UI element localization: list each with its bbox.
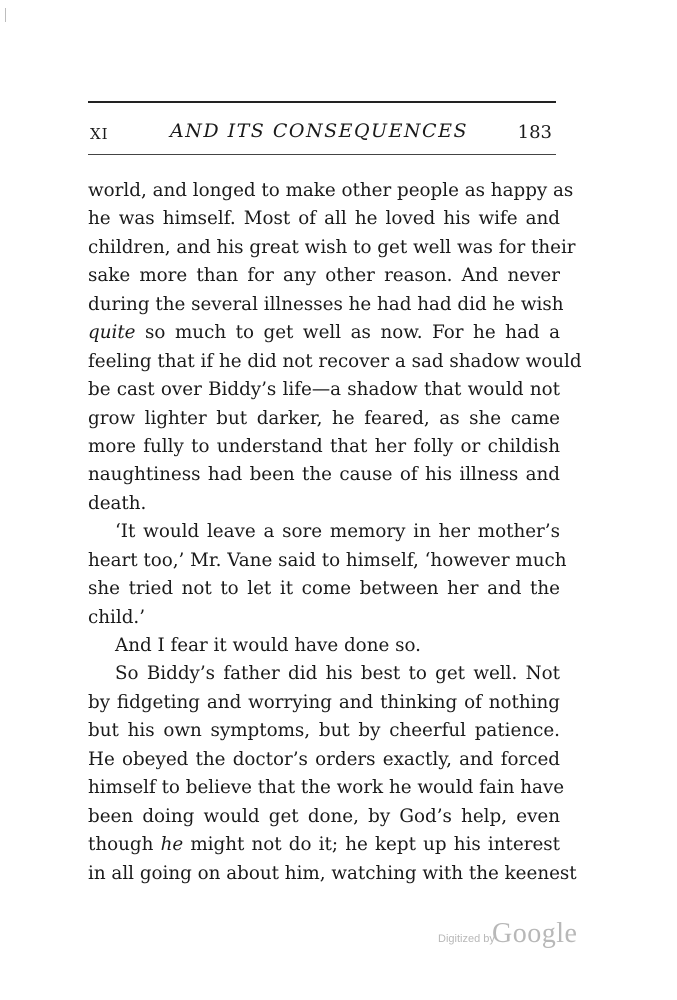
text-segment: during the several illnesses he had had did he wish	[88, 293, 564, 315]
italic-text: he	[160, 834, 184, 856]
text-line	[88, 319, 560, 347]
text-line	[88, 547, 567, 575]
text-segment: grow lighter but darker, he feared, as she came	[88, 407, 560, 429]
text-segment: might not do it; he kept up his interest	[183, 834, 560, 856]
google-logo: Google	[492, 918, 578, 949]
text-segment: children, and his great wish to get well was for their	[88, 236, 576, 258]
text-line	[88, 461, 560, 489]
body-text	[88, 177, 582, 888]
text-segment: child.’	[88, 606, 146, 628]
text-segment: world, and longed to make other people as happy as	[88, 180, 574, 201]
text-line	[88, 177, 574, 205]
text-line	[88, 490, 560, 518]
text-segment: And I fear it would have done so.	[115, 635, 421, 656]
text-segment: so much to get well as now. For he had a	[135, 322, 560, 344]
watermark-prefix: Digitized by	[438, 933, 495, 945]
header-rule-bottom	[88, 154, 556, 155]
text-segment: but his own symptoms, but by cheerful patience.	[88, 720, 560, 742]
text-line	[88, 262, 560, 290]
text-line	[88, 291, 564, 319]
text-line	[88, 774, 565, 802]
digitized-by-google-watermark	[426, 918, 596, 958]
text-line	[88, 405, 560, 433]
text-segment: death.	[88, 492, 147, 514]
text-line	[88, 746, 560, 774]
text-segment: feeling that if he did not recover a sad shadow would	[88, 350, 582, 372]
text-line	[88, 518, 560, 546]
header-rule-top	[88, 101, 556, 103]
text-segment: be cast over Biddy’s life—a shadow that would not	[88, 379, 560, 401]
text-line	[88, 660, 560, 688]
text-line	[88, 234, 576, 262]
text-segment: more fully to understand that her folly or childish	[88, 435, 560, 457]
scan-margin-mark	[5, 8, 6, 22]
text-segment: ‘It would leave a sore memory in her mother’s	[115, 521, 560, 543]
text-segment: by fidgeting and worrying and thinking of nothing	[88, 691, 560, 713]
text-line	[88, 433, 560, 461]
text-segment: she tried not to let it come between her and the	[88, 578, 560, 600]
text-line	[88, 348, 582, 376]
italic-text: quite	[88, 322, 136, 344]
running-header	[88, 120, 556, 146]
text-line	[88, 803, 560, 831]
text-segment: So Biddy’s father did his best to get well. Not	[115, 663, 560, 685]
text-segment: himself to believe that the work he would fain have	[88, 777, 565, 799]
text-segment: though	[88, 834, 161, 856]
text-line	[88, 604, 560, 632]
text-line	[88, 205, 560, 233]
text-line	[88, 575, 560, 603]
text-line	[88, 831, 560, 859]
text-segment: in all going on about him, watching with the keenest	[88, 862, 577, 884]
chapter-number: XI	[90, 125, 109, 143]
text-segment: he was himself. Most of all he loved his wife and	[88, 208, 560, 230]
text-segment: He obeyed the doctor’s orders exactly, and forced	[88, 748, 560, 770]
text-line	[88, 376, 560, 404]
text-segment: naughtiness had been the cause of his illness and	[88, 464, 560, 486]
running-title: AND ITS CONSEQUENCES	[170, 120, 468, 142]
text-line	[88, 689, 560, 717]
text-line	[88, 860, 577, 888]
text-segment: sake more than for any other reason. And never	[88, 265, 560, 287]
text-segment: been doing would get done, by God’s help, even	[88, 805, 560, 827]
text-line	[88, 632, 560, 660]
page-number: 183	[517, 122, 552, 143]
text-line	[88, 717, 560, 745]
text-segment: heart too,’ Mr. Vane said to himself, ‘however much	[88, 549, 567, 571]
